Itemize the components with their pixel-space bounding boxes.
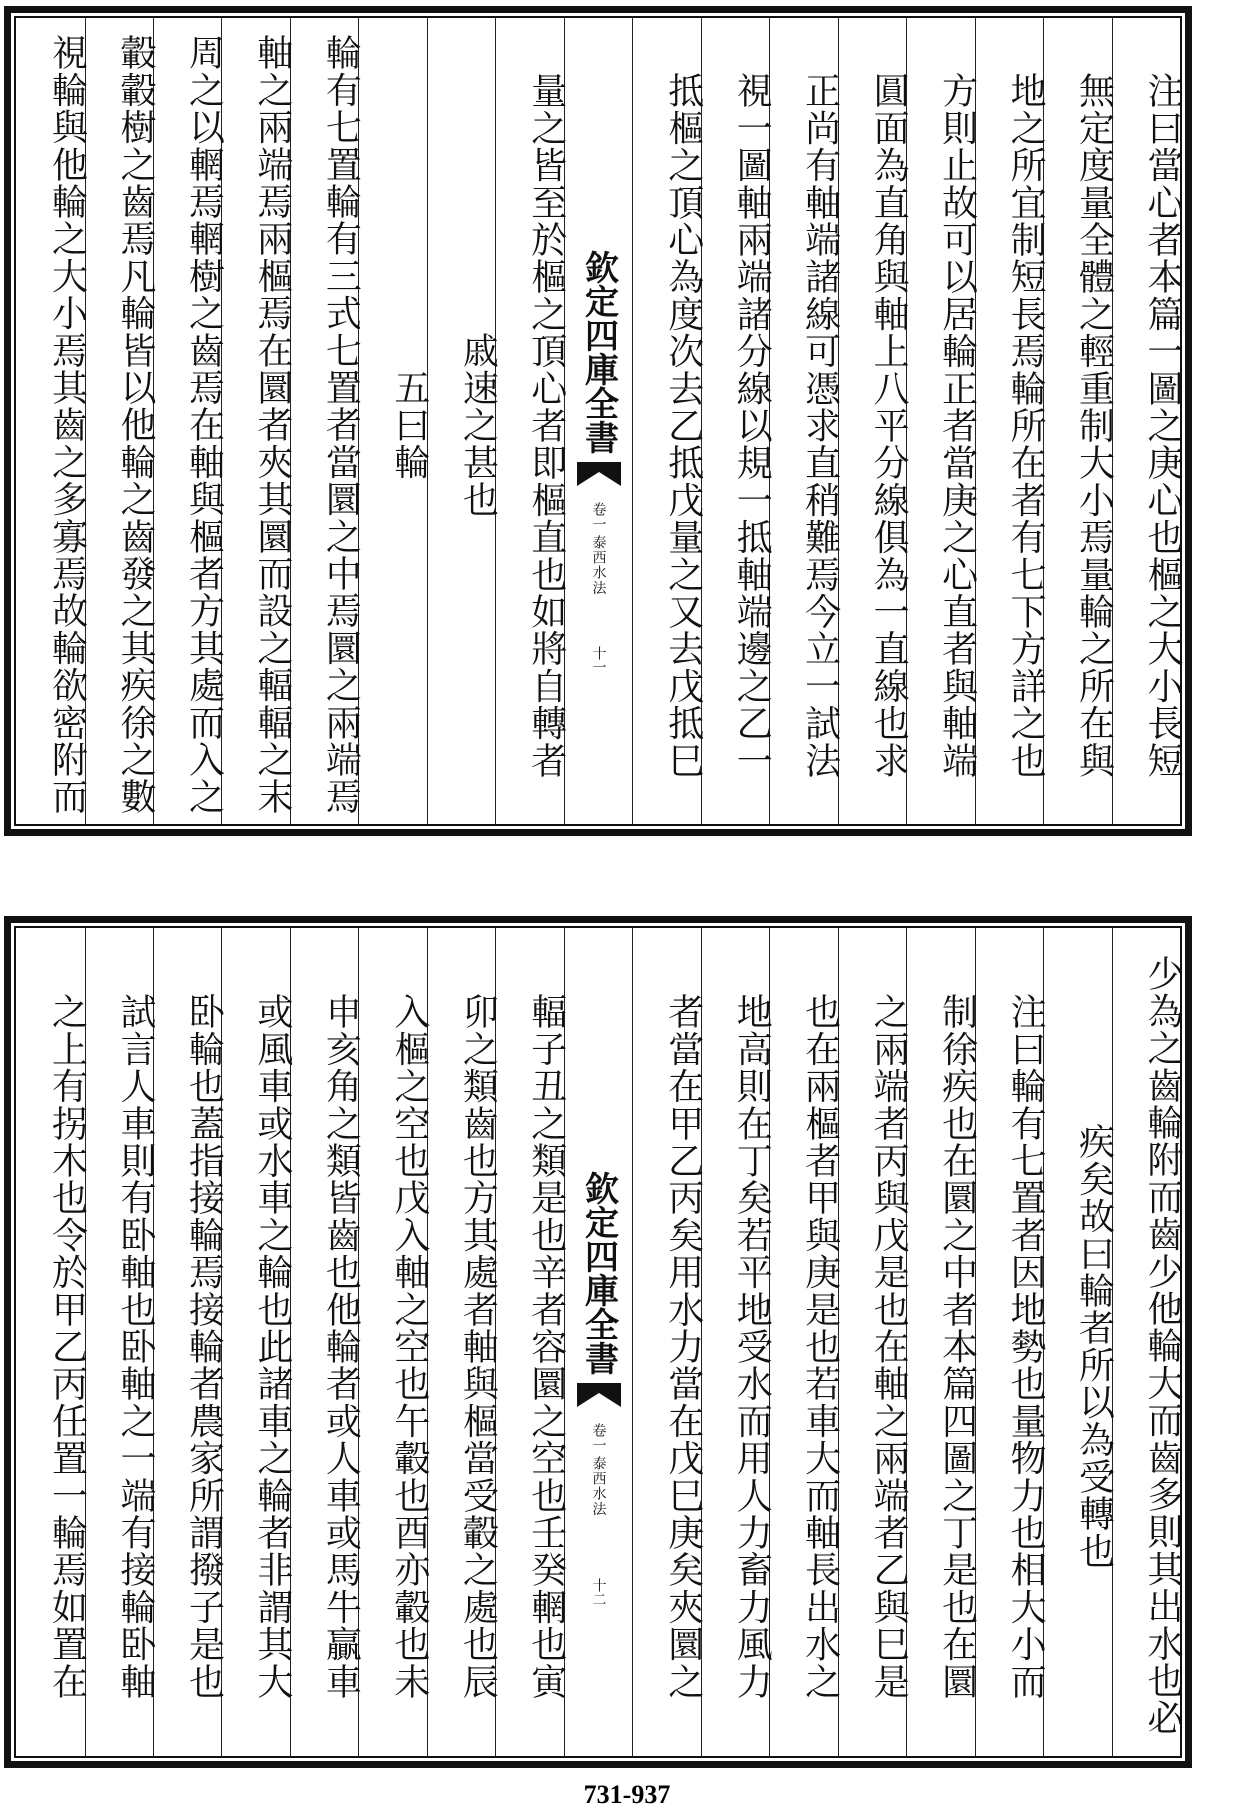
bottom-column-text: 之上有拐木也令於甲乙丙任置一輪焉如置在 — [46, 992, 88, 1700]
bottom-column-text: 也在兩樞者甲與庚是也若車大而軸長出水之 — [799, 992, 841, 1700]
bottom-text-column — [1112, 928, 1183, 1756]
top-text-column — [16, 18, 88, 824]
bottom-column-text: 或風車或水車之輪也此諸車之輪者非謂其大 — [251, 992, 293, 1700]
bottom-text-column — [221, 928, 293, 1756]
top-column-text: 無定度量全體之輕重制大小焉量輪之所在與 — [1073, 71, 1115, 779]
top-column-text: 方則止故可以居輪正者當庚之心直者與軸端 — [936, 71, 978, 779]
bottom-column-text: 制徐疾也在圜之中者本篇四圖之丁是也在圜 — [936, 992, 978, 1700]
top-volume: 卷一 — [590, 502, 607, 533]
top-text-column — [153, 18, 225, 824]
top-text-column — [906, 18, 978, 824]
top-column-text: 圓面為直角與軸上八平分線俱為一直線也求 — [868, 71, 910, 779]
top-column-text: 戚速之甚也 — [457, 332, 499, 518]
bottom-center-column — [564, 928, 632, 1756]
bottom-text-column — [975, 928, 1047, 1756]
bottom-text-column — [495, 928, 567, 1756]
top-column-text: 輪有七置輪有三式七置者當圜之中焉圜之兩端焉 — [320, 34, 362, 816]
bottom-fish-tail-mark — [577, 1381, 621, 1409]
bottom-column-text: 輻子丑之類是也辛者容圜之空也壬癸輞也寅 — [525, 992, 567, 1700]
bottom-text-column — [701, 928, 773, 1756]
top-column-text: 視輪與他輪之大小焉其齒之多寡焉故輪欲密附而 — [46, 34, 88, 816]
bottom-book-title: 欽定四庫全書 — [578, 1171, 619, 1376]
bottom-column-text: 入樞之空也戊入軸之空也午轂也酉亦轂也未 — [388, 992, 430, 1700]
top-book-title: 欽定四庫全書 — [578, 250, 619, 455]
top-page-number: 十一 — [590, 646, 607, 674]
bottom-column-text: 地高則在丁矣若平地受水而用人力畜力風力 — [731, 992, 773, 1700]
top-column-text: 量之皆至於樞之頂心者即樞直也如將自轉者 — [525, 71, 567, 779]
bottom-column-text: 試言人車則有卧軸也卧軸之一端有接輪卧軸 — [114, 992, 156, 1700]
bottom-page — [0, 910, 1254, 1770]
top-text-column — [221, 18, 293, 824]
bottom-text-column — [85, 928, 156, 1756]
bottom-volume: 卷一 — [590, 1423, 607, 1454]
top-text-column — [427, 18, 499, 824]
top-source-info — [592, 502, 606, 595]
bottom-column-text: 者當在甲乙丙矣用水力當在戊巳庚矣夾圜之 — [662, 992, 704, 1700]
bottom-column-text: 申亥角之類皆齒也他輪者或人車或馬牛贏車 — [320, 992, 362, 1700]
page-footer-number: 731-937 — [583, 1780, 671, 1809]
bottom-text-column — [358, 928, 430, 1756]
bottom-text-column — [906, 928, 978, 1756]
bottom-text-columns — [16, 928, 1183, 1756]
top-column-text: 地之所宜制短長焉輪所在者有七下方詳之也 — [1005, 71, 1047, 779]
bottom-source-info — [592, 1423, 606, 1516]
top-text-column — [632, 18, 704, 824]
top-column-text: 視一圖軸兩端諸分線以規一抵軸端邊之乙一 — [731, 71, 773, 779]
bottom-column-text: 卯之類齒也方其處者軸與樞當受轂之處也辰 — [457, 992, 499, 1700]
top-center-column — [564, 18, 632, 824]
bottom-text-column — [16, 928, 88, 1756]
top-column-text: 軸之兩端焉兩樞焉在圜者夾其圜而設之輻輻之末 — [251, 34, 293, 816]
top-text-column — [495, 18, 567, 824]
bottom-text-column — [153, 928, 225, 1756]
top-text-column — [769, 18, 841, 824]
bottom-column-text: 少為之齒輪附而齒少他輪大而齒多則其出水也必 — [1142, 955, 1183, 1737]
bottom-text-column — [290, 928, 362, 1756]
top-text-column — [85, 18, 156, 824]
bottom-column-text: 之兩端者丙與戊是也在軸之兩端者乙與巳是 — [868, 992, 910, 1700]
top-source-title: 泰西水法 — [590, 534, 607, 596]
top-fish-tail-mark — [577, 460, 621, 488]
bottom-source-title: 泰西水法 — [590, 1455, 607, 1517]
bottom-page-number: 十二 — [590, 1578, 607, 1606]
top-text-column — [290, 18, 362, 824]
bottom-column-text: 卧輪也蓋指接輪焉接輪者農家所謂撥子是也 — [183, 992, 225, 1700]
top-column-text: 轂轂樹之齒焉凡輪皆以他輪之齒發之其疾徐之數 — [114, 34, 156, 816]
top-text-column — [1043, 18, 1115, 824]
bottom-column-text: 疾矣故曰輪者所以為受轉也 — [1073, 1122, 1115, 1570]
bottom-text-column — [838, 928, 910, 1756]
top-column-text: 正尚有軸端諸線可憑求直稍難焉今立一試法 — [799, 71, 841, 779]
top-text-column — [701, 18, 773, 824]
bottom-text-column — [769, 928, 841, 1756]
bottom-text-column — [427, 928, 499, 1756]
top-text-column — [1112, 18, 1183, 824]
top-column-text: 抵樞之頂心為度次去乙抵戊量之又去戊抵巳 — [662, 71, 704, 779]
bottom-column-text: 注曰輪有七置者因地勢也量物力也相大小而 — [1005, 992, 1047, 1700]
top-text-columns — [16, 18, 1183, 824]
top-text-column — [358, 18, 430, 824]
top-column-text: 周之以輞焉輞樹之齒焉在軸與樞者方其處而入之 — [183, 34, 225, 816]
bottom-text-column — [632, 928, 704, 1756]
top-column-text: 五曰輪 — [388, 369, 430, 481]
top-column-text: 注曰當心者本篇一圖之庚心也樞之大小長短 — [1142, 71, 1183, 779]
top-text-column — [838, 18, 910, 824]
top-text-column — [975, 18, 1047, 824]
top-page — [0, 0, 1254, 840]
bottom-text-column — [1043, 928, 1115, 1756]
